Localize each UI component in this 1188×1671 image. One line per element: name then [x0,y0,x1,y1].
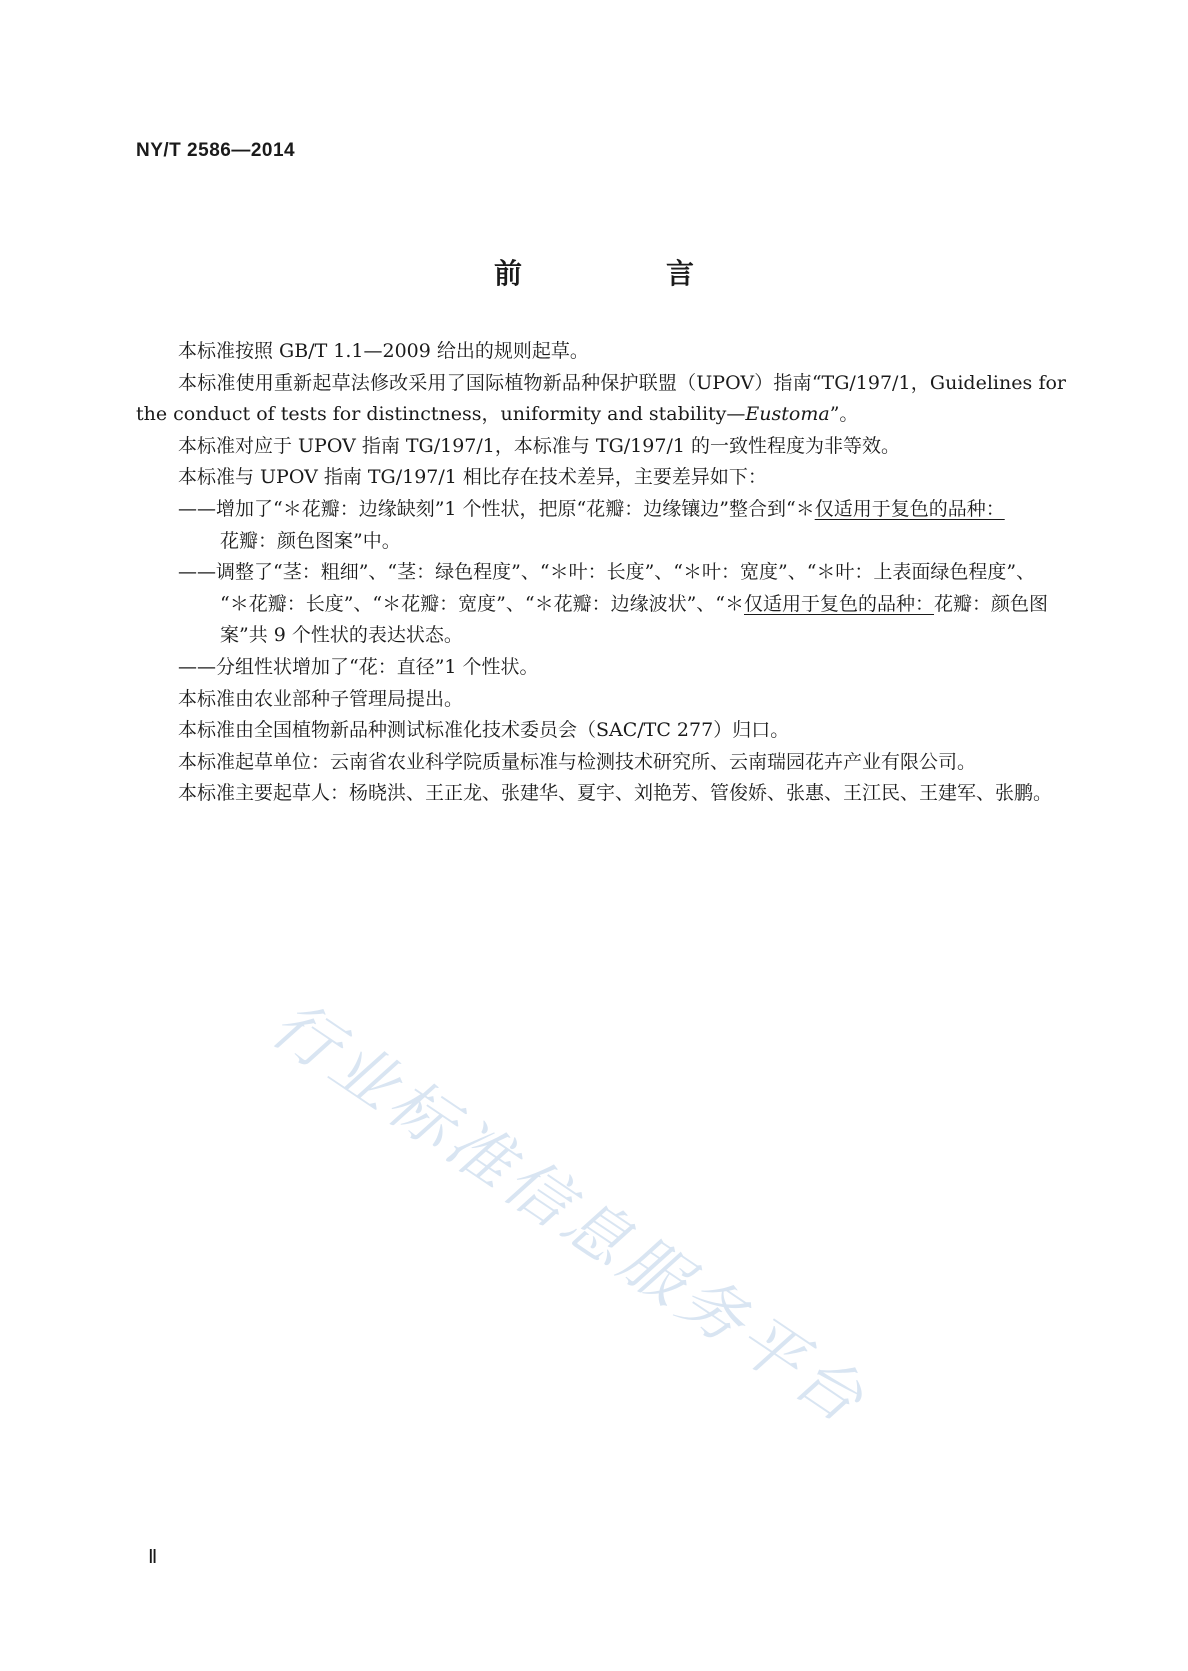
document-body [136,336,1066,810]
difference-2-text: ——调整了“茎：粗细”、“茎：绿色程度”、“＊叶：长度”、“＊叶：宽度”、“＊叶：上表面绿色程度”、 [178,561,1036,584]
watermark: 行业标准信息服务平台 [258,987,880,1441]
upov-text: 本标准使用重新起草法修改采用了国际植物新品种保护联盟（UPOV）指南“TG/197/1，Guidelines for the conduct of tests for distinctness，uniformity and stability— [136,371,1066,426]
difference-2-underlined: 仅适用于复色的品种： [744,592,935,615]
paragraph-proposer: 本标准由农业部种子管理局提出。 [178,687,464,710]
difference-item-3: ——分组性状增加了“花：直径”1 个性状。 [178,655,539,678]
paragraph-drafting-units: 本标准起草单位：云南省农业科学院质量标准与检测技术研究所、云南瑞园花卉产业有限公司。 [178,750,977,773]
difference-1-continuation: 花瓣：颜色图案”中。 [220,529,401,552]
eustoma-term: Eustoma [745,403,830,426]
difference-2-line2 [178,589,1066,621]
difference-item-2 [136,557,1066,652]
standard-number: NY/T 2586—2014 [136,140,296,161]
paragraph-differences-intro: 本标准与 UPOV 指南 TG/197/1 相比存在技术差异，主要差异如下： [178,466,767,489]
paragraph-correspondence: 本标准对应于 UPOV 指南 TG/197/1，本标准与 TG/197/1 的一致性程度为非等效。 [178,434,900,457]
paragraph-drafting-rules: 本标准按照 GB/T 1.1—2009 给出的规则起草。 [178,340,589,362]
upov-text-end: ”。 [829,403,859,426]
paragraph-upov-adoption [136,368,1066,431]
difference-item-1 [136,494,1066,557]
difference-1-text: ——增加了“＊花瓣：边缘缺刻”1 个性状，把原“花瓣：边缘镶边”整合到“＊ [178,497,815,520]
difference-2-text-b: “＊花瓣：长度”、“＊花瓣：宽度”、“＊花瓣：边缘波状”、“＊ [220,592,744,615]
page-title: 前 言 [493,257,752,290]
difference-2-text-c: 花瓣：颜色图 [934,592,1049,615]
paragraph-committee: 本标准由全国植物新品种测试标准化技术委员会（SAC/TC 277）归口。 [178,719,790,742]
paragraph-drafters: 本标准主要起草人：杨晓洪、王正龙、张建华、夏宇、刘艳芳、管俊娇、张惠、王江民、王建军、张鹏。 [178,782,1053,805]
difference-2-line3: 案”共 9 个性状的表达状态。 [220,624,463,647]
difference-1-underlined: 仅适用于复色的品种： [814,497,1005,520]
page-number: Ⅱ [148,1547,158,1568]
